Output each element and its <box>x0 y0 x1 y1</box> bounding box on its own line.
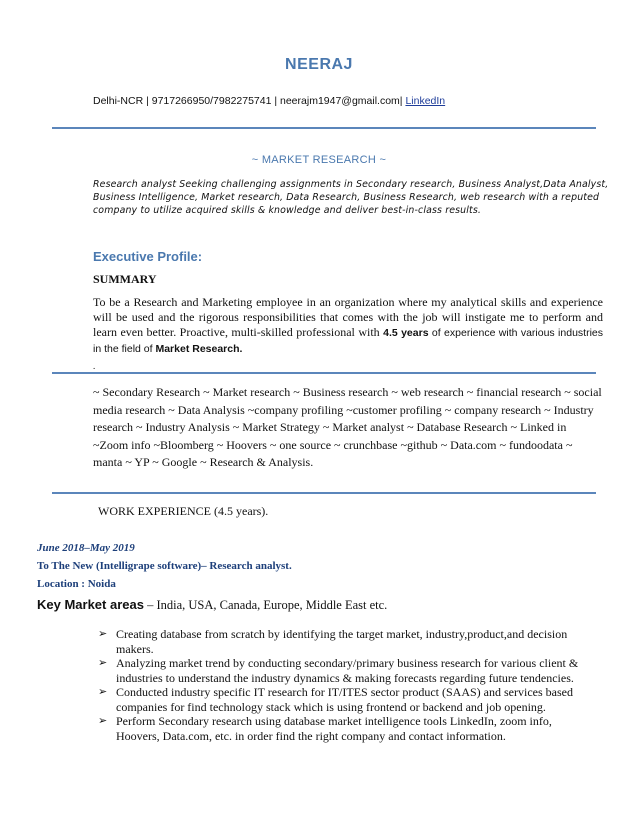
list-item <box>98 685 598 714</box>
key-market-areas <box>37 597 387 613</box>
summary-years: 4.5 years <box>383 327 429 339</box>
divider-top <box>52 127 596 129</box>
list-item <box>98 627 598 656</box>
key-market-text: – India, USA, Canada, Europe, Middle East etc. <box>143 598 388 612</box>
job-bullets <box>98 627 598 743</box>
bullet-text: Perform Secondary research using database market intelligence tools LinkedIn, zoom info, Hoovers, Data.com, etc. in order find the right company and contact information. <box>116 714 552 743</box>
job-date: June 2018–May 2019 <box>37 542 135 554</box>
summary-text-part1: To be a Research and Marketing employee in an organization where my analytical skills and experience will be used and the rigorous responsibilities that comes with the job will instigate me to perform and learn even better. Proactive, multi-skilled professional with <box>93 295 603 339</box>
objective-text: Research analyst Seeking challenging assignments in Secondary research, Business Analyst,Data Analyst, Business Intelligence, Market research, Data Research, Business Research, web research with a reputed company to utilize acquired skills & knowledge and deliver best-in-class results. <box>93 179 609 216</box>
summary-field: Market Research. <box>155 343 243 355</box>
arrow-bullet-icon: ➢ <box>98 656 108 669</box>
bullet-text: Conducted industry specific IT research for IT/ITES sector product (SAAS) and services based companies for find technology stack which is using frontend or backend and job opening. <box>116 685 573 714</box>
arrow-bullet-icon: ➢ <box>98 685 108 698</box>
contact-line <box>93 95 445 107</box>
bullet-text: Creating database from scratch by identifying the target market, industry,product,and decision makers. <box>116 627 568 656</box>
divider-bottom <box>52 492 596 494</box>
list-item <box>98 656 598 685</box>
stray-dot: . <box>93 361 96 371</box>
summary-paragraph <box>93 295 603 357</box>
arrow-bullet-icon: ➢ <box>98 714 108 727</box>
arrow-bullet-icon: ➢ <box>98 627 108 640</box>
work-experience-heading: WORK EXPERIENCE (4.5 years). <box>98 504 269 518</box>
linkedin-link[interactable]: LinkedIn <box>405 95 446 107</box>
skills-list: ~ Secondary Research ~ Market research ~ Business research ~ web research ~ financial research ~ social media research ~ Data Analysis ~company profiling ~customer profiling ~ company research ~ Industry research ~ Industry Analysis ~ Market Strategy ~ Market analyst ~ Database Research ~ Linked in ~Zoom info ~Bloomberg ~ Hoovers ~ one source ~ crunchbase ~github ~ Data.com ~ fundoodata ~ manta ~ YP ~ Google ~ Research & Analysis. <box>93 385 602 469</box>
summary-heading: SUMMARY <box>93 272 157 286</box>
job-location: Location : Noida <box>37 578 116 590</box>
job-company: To The New (Intelligrape software)– Research analyst. <box>37 560 292 572</box>
contact-text: Delhi-NCR | 9717266950/7982275741 | neerajm1947@gmail.com| <box>93 95 406 107</box>
divider-middle <box>52 372 596 374</box>
executive-profile-heading: Executive Profile: <box>93 249 203 264</box>
summary-text-part2: of experience with various industries in the field of <box>93 327 603 355</box>
tagline: ~ MARKET RESEARCH ~ <box>251 154 387 166</box>
list-item <box>98 714 598 743</box>
key-market-label: Key Market areas <box>37 597 144 612</box>
candidate-name: NEERAJ <box>285 56 353 73</box>
bullet-text: Analyzing market trend by conducting secondary/primary business research for various client & industries to understand the industry dynamics & making forecasts regarding future tendencies. <box>116 656 579 685</box>
